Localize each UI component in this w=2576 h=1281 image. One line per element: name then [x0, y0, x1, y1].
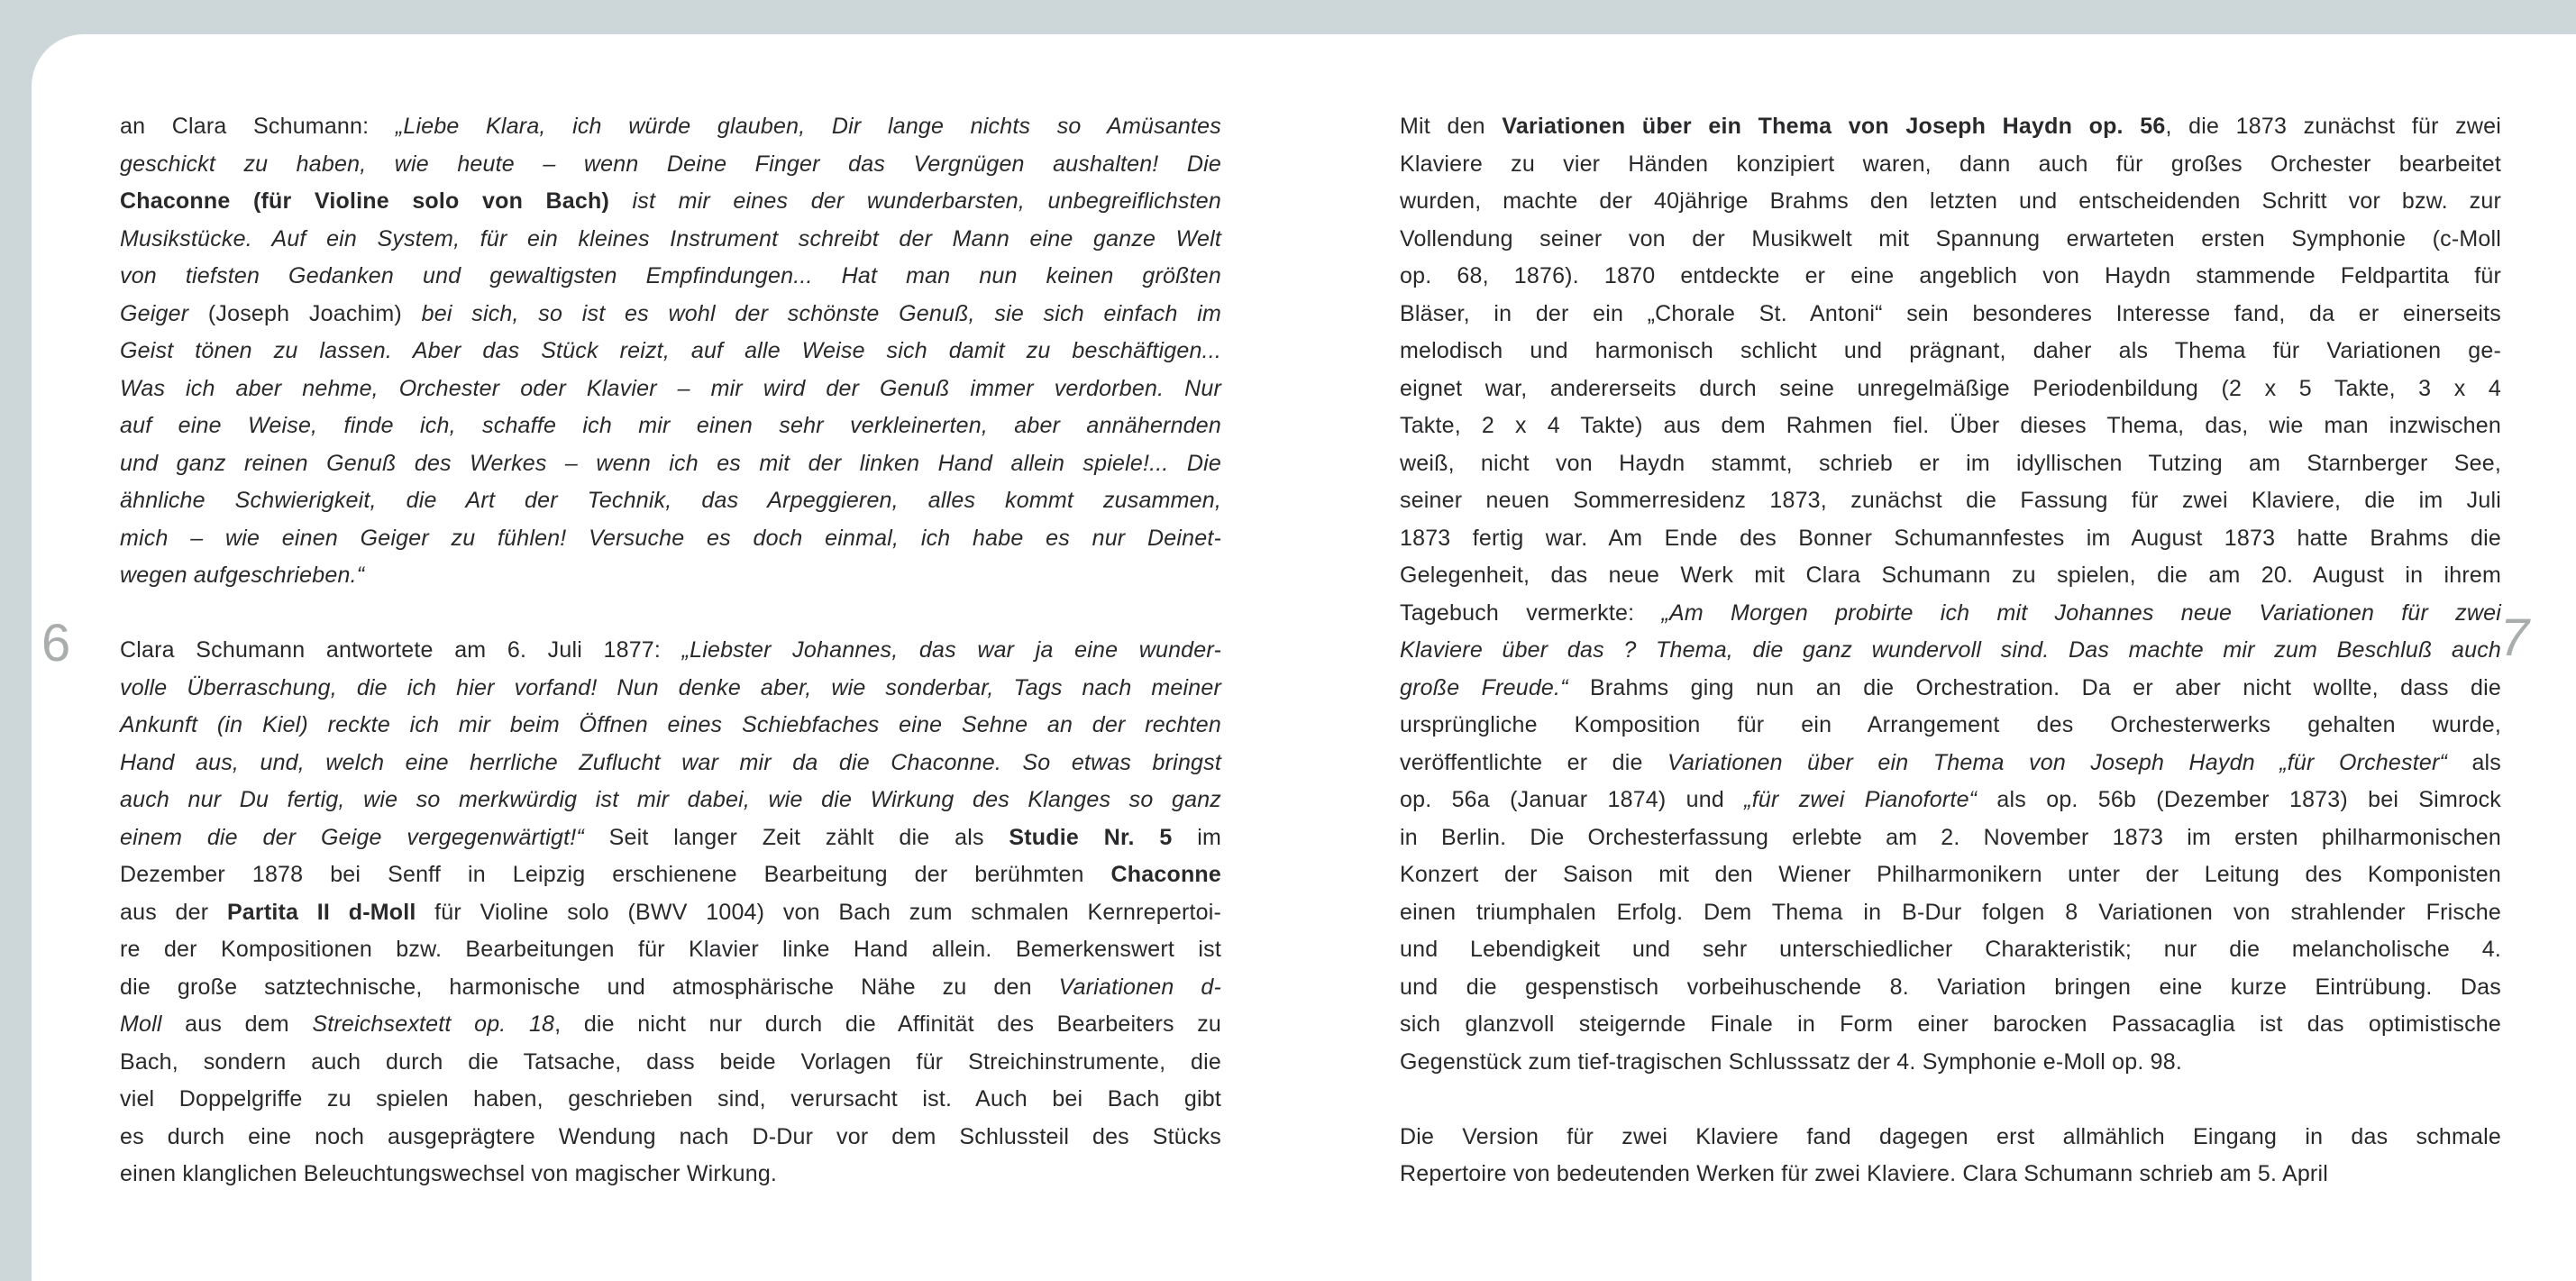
text-run: Seit langer Zeit zählt die als: [608, 824, 1009, 850]
text-run: einen triumphalen Erfolg. Dem Thema in B-Dur folgen 8 Variationen von strahlender Frische: [1400, 899, 2501, 925]
paragraph: [1400, 108, 2501, 1081]
text-line: [1400, 595, 2501, 633]
text-run: sich glanzvoll steigernde Finale in Form einer barocken Passacaglia ist das optimistische: [1400, 1011, 2501, 1037]
text-line: [120, 670, 1221, 708]
text-run: Gegenstück zum tief-tragischen Schlusssatz der 4. Symphonie e-Moll op. 98.: [1400, 1048, 2182, 1075]
text-line: [1400, 407, 2501, 445]
text-run: „Am Morgen probirte ich mit Johannes neue Variationen für zwei: [1661, 599, 2501, 626]
text-run: Variationen über ein Thema von Joseph Haydn „für Orchester“: [1667, 749, 2448, 775]
text-run: und Lebendigkeit und sehr unterschiedlicher Charakteristik; nur die melancholische 4.: [1400, 937, 2501, 962]
text-run: Brahms ging nun an die Orchestration. Da er aber nicht wollte, dass die: [1590, 674, 2501, 700]
text-line: [1400, 183, 2501, 221]
text-run: „Liebe Klara, ich würde glauben, Dir lange nichts so Amüsantes: [395, 114, 1221, 139]
text-run: Studie Nr. 5: [1009, 824, 1173, 850]
page-number-right: 7: [2499, 608, 2529, 667]
text-run: Klaviere zu vier Händen konzipiert waren, dann auch für großes Orchester bearbeitet: [1400, 151, 2501, 177]
text-line: [120, 856, 1221, 894]
text-line: [120, 1119, 1221, 1157]
text-line: [120, 894, 1221, 932]
text-run: Vollendung seiner von der Musikwelt mit Spannung erwarteten ersten Symphonie (c-Moll: [1400, 225, 2501, 252]
text-line: [1400, 1119, 2501, 1157]
text-run: Die Version für zwei Klaviere fand dagegen erst allmählich Eingang in das schmale: [1400, 1123, 2501, 1149]
text-run: Geiger: [120, 300, 208, 326]
text-run: Variationen d-: [1058, 974, 1221, 1000]
text-line: [1400, 371, 2501, 408]
text-line: [1400, 1044, 2501, 1082]
text-run: Repertoire von bedeutenden Werken für zwei Klaviere. Clara Schumann schrieb am 5. April: [1400, 1161, 2328, 1186]
text-line: [120, 1081, 1221, 1119]
text-line: [1400, 707, 2501, 745]
text-run: es durch eine noch ausgeprägtere Wendung nach D-Dur vor dem Schlussteil des Stücks: [120, 1123, 1221, 1149]
text-run: melodisch und harmonisch schlicht und prägnant, daher als Thema für Variationen ge-: [1400, 338, 2501, 363]
text-line: [120, 258, 1221, 296]
text-run: von tiefsten Gedanken und gewaltigsten Empfindungen... Hat man nun keinen größten: [120, 263, 1221, 288]
text-line: [120, 482, 1221, 520]
text-line: [1400, 931, 2501, 969]
text-run: aus dem: [161, 1011, 313, 1037]
text-run: eignet war, andererseits durch seine unregelmäßige Periodenbildung (2 x 5 Takte, 3 x 4: [1400, 375, 2501, 401]
text-run: Streichsextett op. 18: [312, 1011, 555, 1037]
text-line: [120, 108, 1221, 146]
text-line: [1400, 745, 2501, 782]
text-run: weiß, nicht von Haydn stammt, schrieb er im idyllischen Tutzing am Starnberger See,: [1400, 450, 2501, 476]
text-line: [1400, 482, 2501, 520]
text-line: [1400, 520, 2501, 558]
text-run: für Violine solo (BWV 1004) von Bach zum schmalen Kernrepertoi-: [416, 899, 1222, 925]
text-run: seiner neuen Sommerresidenz 1873, zunächst die Fassung für zwei Klaviere, die im Juli: [1400, 488, 2501, 513]
text-run: „Liebster Johannes, das war ja eine wunder-: [681, 637, 1221, 663]
text-run: große Freude.“: [1400, 674, 1591, 700]
text-run: einen klanglichen Beleuchtungswechsel von magischer Wirkung.: [120, 1161, 778, 1186]
text-line: [120, 745, 1221, 782]
text-line: [120, 632, 1221, 670]
text-run: wegen aufgeschrieben.“: [120, 563, 365, 588]
text-run: Takte, 2 x 4 Takte) aus dem Rahmen fiel. Über dieses Thema, das, wie man inzwischen: [1400, 413, 2501, 438]
text-run: volle Überraschung, die ich hier vorfand! Nun denke aber, wie sonderbar, Tags nach meiner: [120, 674, 1221, 700]
text-run: Hand aus, und, welch eine herrliche Zuflucht war mir da die Chaconne. So etwas bringst: [120, 749, 1221, 775]
text-run: , die nicht nur durch die Affinität des Bearbeiters zu: [554, 1011, 1222, 1037]
text-run: Chaconne (für Violine solo von Bach): [120, 188, 633, 214]
text-line: [120, 557, 1221, 595]
text-run: die große satztechnische, harmonische und atmosphärische Nähe zu den: [120, 974, 1059, 1000]
text-line: [1400, 258, 2501, 296]
booklet-paper: [32, 34, 2576, 1281]
text-run: Chaconne: [1110, 862, 1221, 887]
text-run: an Clara Schumann:: [120, 114, 396, 139]
text-line: [120, 146, 1221, 184]
text-run: und ganz reinen Genuß des Werkes – wenn ich es mit der linken Hand allein spiele!... Die: [120, 450, 1221, 476]
text-run: viel Doppelgriffe zu spielen haben, geschrieben sind, verursacht ist. Auch bei Bach gibt: [120, 1086, 1221, 1112]
page-number-left: 6: [41, 614, 71, 673]
text-run: ursprüngliche Komposition für ein Arrangement des Orchesterwerks gehalten wurde,: [1400, 712, 2501, 737]
text-line: [120, 819, 1221, 857]
text-run: , die 1873 zunächst für zwei: [2165, 114, 2501, 139]
text-line: [1400, 445, 2501, 483]
text-line: [1400, 108, 2501, 146]
text-line: [120, 407, 1221, 445]
text-run: op. 68, 1876). 1870 entdeckte er eine angeblich von Haydn stammende Feldpartita für: [1400, 263, 2501, 288]
text-run: Dezember 1878 bei Senff in Leipzig erschienene Bearbeitung der berühmten: [120, 862, 1111, 887]
text-run: als: [2447, 749, 2501, 775]
text-run: Bläser, in der ein „Chorale St. Antoni“ sein besonderes Interesse fand, da er einerseits: [1400, 300, 2501, 326]
text-line: [120, 1006, 1221, 1044]
text-run: aus der: [120, 899, 227, 925]
text-line: [120, 782, 1221, 819]
text-line: [120, 296, 1221, 334]
text-run: als op. 56b (Dezember 1873) bei Simrock: [1977, 787, 2501, 812]
paragraph: [1400, 1119, 2501, 1194]
text-line: [120, 221, 1221, 259]
text-line: [120, 520, 1221, 558]
text-line: [120, 931, 1221, 969]
text-run: in Berlin. Die Orchesterfassung erlebte am 2. November 1873 im ersten philharmonischen: [1400, 824, 2501, 850]
text-run: Bach, sondern auch durch die Tatsache, dass beide Vorlagen für Streichinstrumente, die: [120, 1048, 1221, 1075]
paragraph: [120, 632, 1221, 1194]
text-run: Moll: [120, 1011, 162, 1037]
text-run: Was ich aber nehme, Orchester oder Klavier – mir wird der Genuß immer verdorben. Nur: [120, 375, 1221, 401]
text-run: 1873 fertig war. Am Ende des Bonner Schumannfestes im August 1873 hatte Brahms die: [1400, 525, 2501, 551]
text-line: [1400, 1006, 2501, 1044]
text-run: Gelegenheit, das neue Werk mit Clara Schumann zu spielen, die am 20. August in ihrem: [1400, 563, 2501, 588]
text-line: [1400, 782, 2501, 819]
text-line: [1400, 557, 2501, 595]
text-run: „für zwei Pianoforte“: [1744, 787, 1978, 812]
text-line: [1400, 221, 2501, 259]
text-run: Konzert der Saison mit den Wiener Philharmonikern unter der Leitung des Komponisten: [1400, 862, 2501, 887]
right-page-text-column: [1400, 108, 2501, 1231]
text-run: Geist tönen zu lassen. Aber das Stück reizt, auf alle Weise sich damit zu beschäftigen...: [120, 338, 1221, 363]
text-run: Mit den: [1400, 114, 1503, 139]
text-line: [1400, 632, 2501, 670]
text-run: Klaviere über das ? Thema, die ganz wundervoll sind. Das machte mir zum Beschluß auch: [1400, 637, 2501, 663]
text-line: [1400, 969, 2501, 1007]
left-page-text-column: [120, 108, 1221, 1231]
text-run: und die gespenstisch vorbeihuschende 8. Variation bringen eine kurze Eintrübung. Das: [1400, 974, 2501, 1000]
text-run: im: [1172, 824, 1221, 850]
text-run: einem die der Geige vergegenwärtigt!“: [120, 824, 609, 850]
text-run: Variationen über ein Thema von Joseph Haydn op. 56: [1502, 114, 2166, 139]
text-line: [120, 371, 1221, 408]
text-line: [1400, 333, 2501, 371]
paragraph: [120, 108, 1221, 595]
text-run: Musikstücke. Auf ein System, für ein kleines Instrument schreibt der Mann eine ganze Welt: [120, 225, 1221, 252]
text-run: Ankunft (in Kiel) reckte ich mir beim Öffnen eines Schiebfaches eine Sehne an der rechten: [120, 712, 1221, 737]
text-run: Clara Schumann antwortete am 6. Juli 1877:: [120, 637, 682, 663]
text-line: [120, 1044, 1221, 1082]
text-line: [120, 707, 1221, 745]
text-line: [120, 183, 1221, 221]
text-line: [1400, 894, 2501, 932]
text-run: Tagebuch vermerkte:: [1400, 599, 1662, 626]
text-line: [1400, 856, 2501, 894]
text-line: [1400, 1156, 2501, 1194]
text-run: geschickt zu haben, wie heute – wenn Deine Finger das Vergnügen aushalten! Die: [120, 151, 1221, 177]
text-run: bei sich, so ist es wohl der schönste Genuß, sie sich einfach im: [421, 300, 1221, 326]
text-run: ähnliche Schwierigkeit, die Art der Technik, das Arpeggieren, alles kommt zusammen,: [120, 488, 1221, 513]
text-run: wurden, machte der 40jährige Brahms den letzten und entscheidenden Schritt vor bzw. zur: [1400, 188, 2501, 214]
text-run: auf eine Weise, finde ich, schaffe ich mir einen sehr verkleinerten, aber annähernden: [120, 413, 1221, 438]
text-line: [1400, 819, 2501, 857]
text-line: [1400, 296, 2501, 334]
text-run: mich – wie einen Geiger zu fühlen! Versuche es doch einmal, ich habe es nur Deinet-: [120, 525, 1221, 551]
text-run: auch nur Du fertig, wie so merkwürdig ist mir dabei, wie die Wirkung des Klanges so ganz: [120, 787, 1221, 812]
text-run: Partita II d-Moll: [226, 899, 416, 925]
text-line: [1400, 670, 2501, 708]
text-line: [120, 969, 1221, 1007]
text-run: (Joseph Joachim): [207, 300, 422, 326]
text-line: [120, 445, 1221, 483]
text-run: veröffentlichte er die: [1400, 749, 1668, 775]
text-line: [120, 1156, 1221, 1194]
text-line: [1400, 146, 2501, 184]
text-run: ist mir eines der wunderbarsten, unbegreiflichsten: [632, 188, 1221, 214]
text-run: re der Kompositionen bzw. Bearbeitungen für Klavier linke Hand allein. Bemerkenswert ist: [120, 937, 1221, 962]
text-run: op. 56a (Januar 1874) und: [1400, 787, 1745, 812]
text-line: [120, 333, 1221, 371]
